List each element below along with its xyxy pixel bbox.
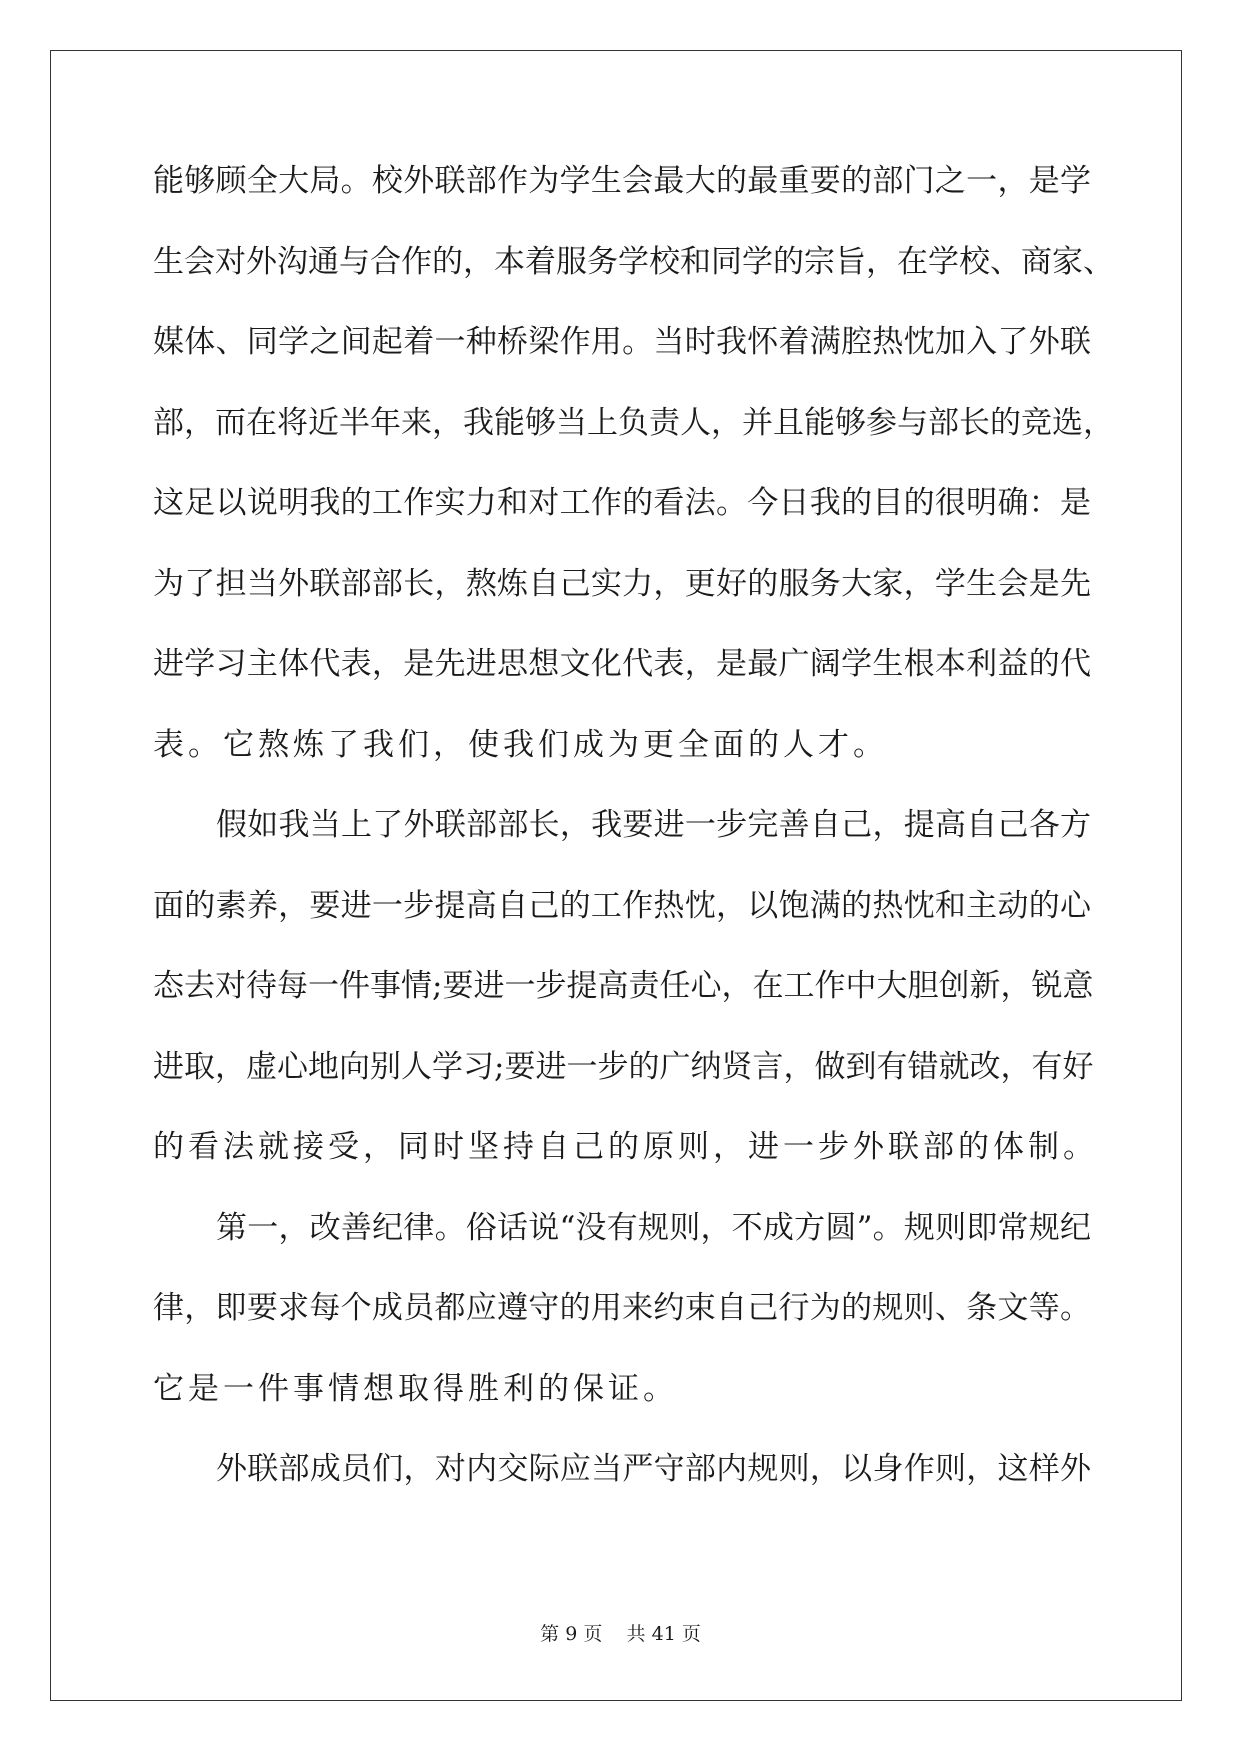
page-unit: 页: [583, 1623, 603, 1645]
text-line: 部，而在将近半年来，我能够当上负责人，并且能够参与部长的竞选，: [153, 404, 1114, 441]
text-line: 这足以说明我的工作实力和对工作的看法。今日我的目的很明确：是: [153, 485, 1091, 521]
text-line: 进取，虚心地向别人学习;要进一步的广纳贤言，做到有错就改，有好: [153, 1048, 1094, 1085]
text-line: 态去对待每一件事情;要进一步提高责任心，在工作中大胆创新，锐意: [153, 968, 1094, 1004]
total-unit: 页: [681, 1623, 701, 1645]
text-line: 能够顾全大局。校外联部作为学生会最大的最重要的部门之一，是学: [153, 163, 1091, 199]
document-body: [153, 156, 1114, 1525]
text-line: 的看法就接受，同时坚持自己的原则，进一步外联部的体制。: [153, 1129, 1098, 1165]
current-page-number: 9: [565, 1623, 578, 1645]
text-line: 表。它熬炼了我们，使我们成为更全面的人才。: [153, 726, 888, 763]
total-label: 共: [626, 1623, 646, 1645]
text-line: 进学习主体代表，是先进思想文化代表，是最广阔学生根本利益的代: [153, 646, 1091, 682]
page-label-prefix: 第: [540, 1623, 560, 1645]
paragraph-first-line: 外联部成员们，对内交际应当严守部内规则，以身作则，这样外: [216, 1451, 1091, 1487]
total-pages-number: 41: [651, 1623, 676, 1645]
text-line: 媒体、同学之间起着一种桥梁作用。当时我怀着满腔热忱加入了外联: [153, 324, 1091, 360]
text-line: 面的素养，要进一步提高自己的工作热忱，以饱满的热忱和主动的心: [153, 887, 1091, 924]
text-line: 律，即要求每个成员都应遵守的用来约束自己行为的规则、条文等。: [153, 1290, 1091, 1326]
paragraph-first-line: 假如我当上了外联部部长，我要进一步完善自己，提高自己各方: [216, 807, 1091, 843]
paragraph-first-line: 第一，改善纪律。俗话说“没有规则，不成方圆”。规则即常规纪: [216, 1209, 1091, 1246]
text-line: 它是一件事情想取得胜利的保证。: [153, 1370, 678, 1407]
page-footer: [0, 1622, 1241, 1646]
text-line: 为了担当外联部部长，熬炼自己实力，更好的服务大家，学生会是先: [153, 565, 1091, 602]
footer-spacer: [608, 1623, 620, 1645]
text-line: 生会对外沟通与合作的，本着服务学校和同学的宗旨，在学校、商家、: [153, 243, 1114, 280]
